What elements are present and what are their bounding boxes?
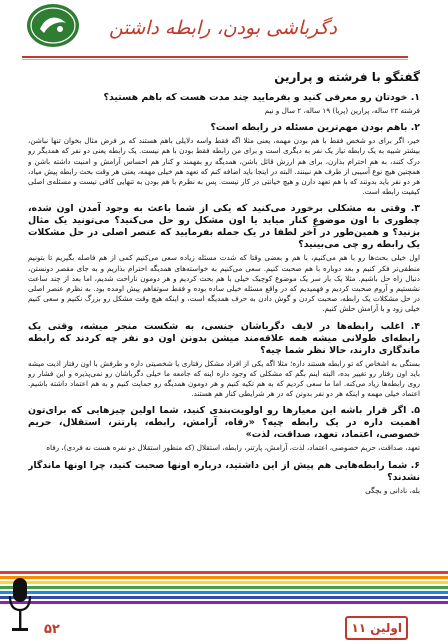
question-2: ۲. باهم بودن مهم‌ترین مسئله در رابطه است؟ — [210, 122, 420, 134]
answer-2: خیر، اگر برای دو شخص فقط با هم بودن مهمه، یعنی مثلا اگه فقط واسه دلایلی باهم هستند که بر فرض مثال بخوان تنها نباشن، بیشتر شبیه به یک رابطه نیاز یک نفر به دیگری است و برای من رابطه فقط بودن با هم نیست. یک رابطه یعنی دو نفر که همدیگر رو درک کنند، به هم احترام بذارن، برای هم ارزش قائل باشن، همدیگه رو بفهمند و کنار هم احساس آرامش و امنیت داشته باشن و همچنین هیچ نوع آسیبی از طرف هم نبینند. البته در اینجا باید اضافه کنم که تعهد هم خیلی مهمه، یعنی هر وقت بحث رابطه پیش میاد، هر دو نفر باید بدونند که با هم تعهد دارن و هیچ خیانتی در کار نیست. پس به نظرم با هم بودن به تنهایی کافی نیست و مسئله‌ی اصلی کیفیت رابطه است. — [28, 136, 420, 197]
header-script-text: دگرباشی بودن، رابطه داشتن — [109, 17, 337, 39]
question-5: ۵. اگر قرار باشه این معیارها رو اولویت‌بندی کنید، شما اولین چیزهایی که برای‌تون اهمیت داره در یک رابطه چیه؟ «رفاه، آرامش، رابطه، پارتنر، استقلال، حریم خصوصی، اعتماد، تعهد، صداقت، لذت» — [28, 405, 420, 441]
microphone-icon — [7, 576, 33, 640]
question-3: ۳. وقتی به مشکلی برخورد می‌کنید که یکی از شما باعث به وجود آمدن اون شده، چطوری با اون موضوع کنار میاید یا اون مشکل رو حل می‌کنید؟ می‌تونید یک مثال بزنید؟ و همین‌طور در آخر لطفا در یک جمله بفرمایید که عنصر اصلی در حل مشکلات یک رابطه رو چی می‌بینید؟ — [28, 203, 420, 251]
answer-4: بستگی به اشخاص که تو رابطه هستند داره؛ مثلا اگه یکی از افراد مشکل رفتاری یا شخصیتی داره و طرفش با اون رفتار اذیت میشه باید اون رفتار رو تغییر بده، البته اینم بگم که مشکلی که وجود داره اینه که جامعه ما خیلی دگرباشان رو نمی‌پذیره و این فشار رو روی رابطه‌ها زیاد می‌کنه. اما ما سعی کردیم که به هم تکیه کنیم و هر دومون همدیگه رو حمایت کنیم و به هم اعتماد داشته باشیم. اعتماد خیلی مهمه و اینکه هر دو نفر بدونن که در هر شرایطی کنار هم هستند. — [28, 358, 420, 399]
footer-logo: اولین ۱۱ — [345, 616, 408, 640]
header-rule-thin — [22, 59, 408, 60]
stripe — [0, 586, 448, 589]
question-4: ۴. اغلب رابطه‌ها در لایف دگرباشان جنسی، به شکست منجر میشه، وقتی یک رابطه‌ای طولانی میشه همه علاقه‌مند میشن بدونن اون دو نفر چه کردند که رابطه ماندگاری دارند، حالا نظر شما چیه؟ — [28, 320, 420, 356]
stripe — [0, 576, 448, 579]
magazine-logo-icon — [26, 3, 80, 48]
stripe — [0, 571, 448, 574]
header-rule — [22, 56, 408, 58]
answer-3: اول خیلی بحث‌ها رو با هم می‌کنیم، با هم و بعضی وقتا که شدت مسئله زیاده سعی می‌کنیم کمی از هم فاصله بگیریم تا بتونیم منطقی‌تر فکر کنیم و بعد دوباره با هم صحبت کنیم. سعی می‌کنیم به خواسته‌های همدیگه احترام بذاریم و به جای مقصر دونستن، دنبال راه حل باشیم. مثلا یک بار سر یک موضوع کوچیک خیلی با هم بحث کردیم و هر دومون ناراحت شدیم، اما بعد از چند ساعت نشستیم و آروم صحبت کردیم و فهمیدیم که در واقع مسئله خیلی ساده بوده و فقط سوتفاهم پیش اومده بود. به نظرم عنصر اصلی در حل مشکلات یک رابطه، صحبت کردن و گوش دادن به حرف همدیگه است، و اینکه هیچ وقت مشکل رو بزرگ نکنیم و سعی کنیم خیلی زود و با آرامش حلش کنیم. — [28, 253, 420, 314]
stripe — [0, 581, 448, 584]
stripe — [0, 591, 448, 594]
question-6: ۶. شما رابطه‌هایی هم پیش از این داشتید، درباره اونها صحبت کنید، چرا اونها ماندگار نشدند؟ — [28, 459, 420, 483]
page-number: ۵۲ — [44, 622, 60, 637]
answer-1: فرشته ۲۳ ساله، پرارین (پریا) ۱۹ ساله، ۲ سال و نیم — [264, 106, 420, 115]
article-title: گفتگو با فرشته و پرارین — [274, 70, 420, 84]
stripe — [0, 596, 448, 599]
stripe — [0, 601, 448, 604]
answer-6: بله، نادانی و بچگی — [365, 485, 420, 495]
question-1: ۱. خودتان رو معرفی کنید و بفرمایید چند مدت هست که باهم هستید؟ — [103, 92, 420, 103]
answer-5: تعهد، صداقت، حریم خصوصی، اعتماد، لذت، آرامش، پارتنر، رابطه، استقلال (که منظور استقلال دو نفره هست نه فردی)، رفاه — [46, 443, 420, 453]
article-content — [28, 66, 420, 578]
